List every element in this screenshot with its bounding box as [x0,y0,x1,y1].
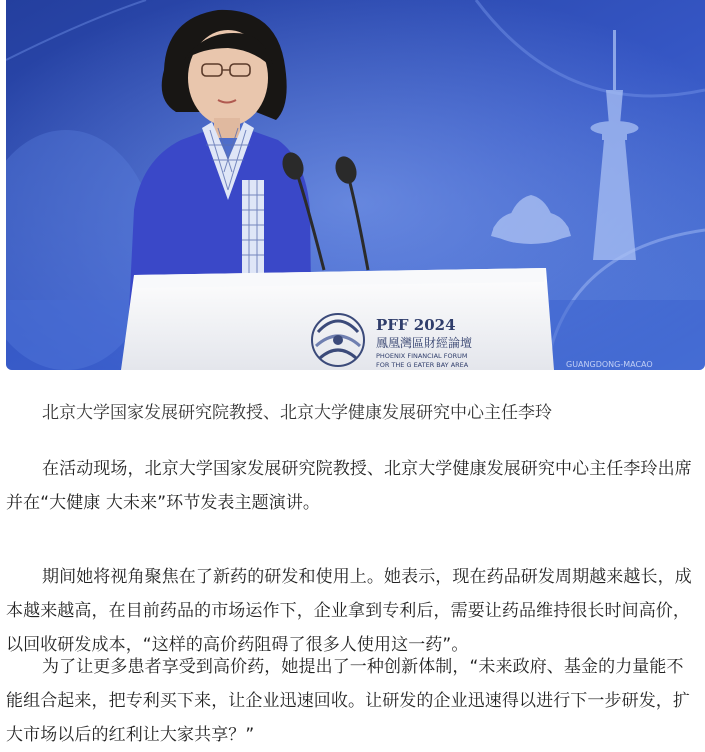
article-paragraph: 在活动现场，北京大学国家发展研究院教授、北京大学健康发展研究中心主任李玲出席并在“大健康 大未来”环节发表主题演讲。 [6,459,692,513]
podium-logo-title: PFF 2024 [376,316,456,334]
article-paragraph: 为了让更多患者享受到高价药，她提出了一种创新体制，“未来政府、基金的力量能不能组合起来，把专利买下来，让企业迅速回收。让研发的企业迅速得以进行下一步研发，扩大市场以后的红利让大家共享？” [6,657,690,745]
podium [121,268,554,370]
backdrop-small-text: GUANGDONG-MACAO [566,360,653,369]
podium-logo-chinese: 鳳凰灣區財經論壇 [376,336,473,350]
article-photo [6,0,705,370]
article-paragraph: 期间她将视角聚焦在了新药的研发和使用上。她表示，现在药品研发周期越来越长，成本越来越高，在目前药品的市场运作下，企业拿到专利后，需要让药品维持很长时间高价，以回收研发成本，“这样的高价药阻碍了很多人使用这一药”。 [6,567,692,655]
photo-caption: 北京大学国家发展研究院教授、北京大学健康发展研究中心主任李玲 [42,403,552,423]
podium-logo-english-1: PHOENIX FINANCIAL FORUM [376,352,468,360]
podium-logo-english-2: FOR THE G EATER BAY AREA [376,361,469,369]
speaker-photo-illustration [6,0,705,370]
